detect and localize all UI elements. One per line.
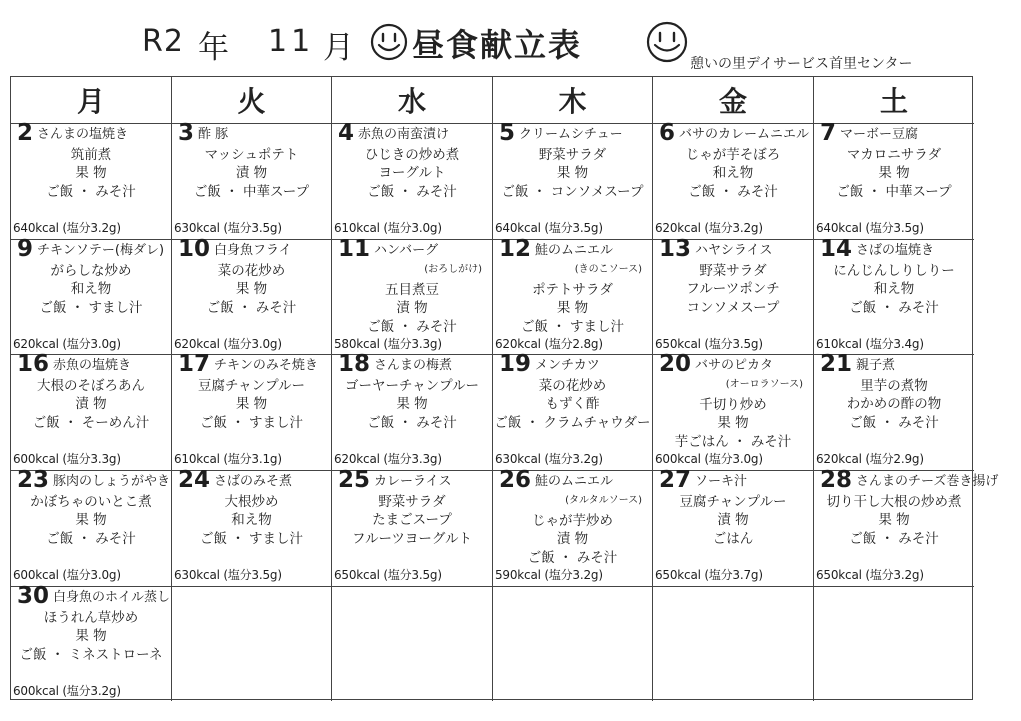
dish-line: わかめの酢の物 bbox=[846, 396, 942, 412]
day-cell bbox=[814, 467, 999, 587]
kcal-salt: 630kcal (塩分3.2g) bbox=[495, 452, 603, 466]
day-first-line bbox=[332, 351, 492, 377]
kcal-salt: 600kcal (塩分3.0g) bbox=[13, 568, 121, 582]
kcal-salt: 600kcal (塩分3.2g) bbox=[13, 684, 121, 698]
day-number: 16 bbox=[17, 351, 50, 377]
kcal-salt: 620kcal (塩分2.9g) bbox=[816, 452, 924, 466]
dish-line: 和え物 bbox=[873, 281, 915, 297]
dish-line: 和え物 bbox=[70, 281, 112, 297]
day-cell bbox=[493, 467, 653, 587]
dish-line: 果 物 bbox=[556, 165, 589, 181]
day-cell bbox=[814, 587, 974, 701]
dish-line: フルーツヨーグルト bbox=[351, 531, 472, 547]
main-dish: クリームシチュー bbox=[519, 127, 623, 142]
dish-line: ご飯 ・ すまし汁 bbox=[199, 531, 304, 547]
smiley-face-icon bbox=[369, 22, 409, 62]
day-cell bbox=[814, 351, 974, 471]
dish-line: 大根炒め bbox=[224, 494, 279, 510]
kcal-salt: 640kcal (塩分3.5g) bbox=[495, 221, 603, 235]
weekday-header: 土 bbox=[814, 77, 974, 124]
dish-line: 漬 物 bbox=[396, 300, 428, 316]
day-number: 26 bbox=[499, 467, 532, 493]
day-cell bbox=[332, 120, 493, 240]
dish-line: 和え物 bbox=[231, 512, 272, 528]
era-year: R2 bbox=[142, 24, 184, 59]
day-first-line bbox=[172, 351, 331, 377]
dish-line: ご飯 ・ みそ汁 bbox=[527, 550, 618, 566]
dish-note: (おろしがけ) bbox=[424, 264, 482, 275]
dish-line: ご飯 ・ みそ汁 bbox=[849, 531, 939, 547]
main-dish: チキンソテー(梅ダレ) bbox=[37, 243, 165, 258]
day-number: 14 bbox=[820, 236, 853, 262]
day-first-line bbox=[11, 467, 171, 493]
dish-line: フルーツポンチ bbox=[686, 281, 780, 297]
dish-line: 菜の花炒め bbox=[538, 378, 607, 394]
day-number: 11 bbox=[338, 236, 371, 262]
dish-line: ご飯 ・ みそ汁 bbox=[46, 184, 136, 200]
main-dish: マーボー豆腐 bbox=[840, 127, 919, 142]
main-dish: ソーキ汁 bbox=[695, 474, 748, 489]
day-first-line bbox=[11, 236, 171, 262]
kcal-salt: 650kcal (塩分3.5g) bbox=[334, 568, 442, 582]
kcal-salt: 630kcal (塩分3.5g) bbox=[174, 221, 282, 235]
dish-line: マッシュポテト bbox=[204, 147, 299, 163]
main-dish: さばの塩焼き bbox=[856, 243, 935, 258]
month-label: 月 bbox=[323, 30, 355, 66]
dish-line: ご飯 ・ みそ汁 bbox=[367, 415, 457, 431]
main-dish: 鮭のムニエル bbox=[535, 474, 614, 489]
dish-line: ご飯 ・ 中華スープ bbox=[193, 184, 310, 200]
day-cell bbox=[814, 120, 974, 240]
day-number: 9 bbox=[17, 236, 34, 262]
weekday-header: 木 bbox=[493, 77, 653, 124]
dish-line: 漬 物 bbox=[717, 512, 749, 528]
day-first-line bbox=[172, 120, 331, 146]
day-first-line bbox=[493, 120, 652, 146]
day-cell bbox=[11, 467, 172, 587]
menu-header bbox=[0, 0, 1021, 76]
kcal-salt: 620kcal (塩分3.0g) bbox=[174, 337, 282, 351]
dish-line: ご飯 ・ みそ汁 bbox=[367, 184, 457, 200]
dish-line: ご飯 ・ みそ汁 bbox=[688, 184, 778, 200]
kcal-salt: 610kcal (塩分3.0g) bbox=[334, 221, 442, 235]
day-cell bbox=[653, 120, 814, 240]
day-number: 30 bbox=[17, 583, 50, 609]
day-cell bbox=[172, 236, 332, 355]
kcal-salt: 640kcal (塩分3.5g) bbox=[816, 221, 924, 235]
dish-line: ゴーヤーチャンプルー bbox=[344, 378, 480, 394]
day-cell bbox=[11, 351, 172, 471]
dish-line: 果 物 bbox=[717, 415, 749, 431]
dish-line: ごはん bbox=[712, 531, 754, 547]
kcal-salt: 590kcal (塩分3.2g) bbox=[495, 568, 603, 582]
day-first-line bbox=[332, 236, 492, 262]
dish-line: ご飯 ・ クラムチャウダー bbox=[494, 415, 651, 431]
main-dish: バサのピカタ bbox=[695, 358, 774, 373]
main-dish: 白身魚フライ bbox=[214, 243, 292, 258]
day-number: 27 bbox=[659, 467, 692, 493]
dish-line: ご飯 ・ そーめん汁 bbox=[32, 415, 150, 431]
day-number: 3 bbox=[178, 120, 195, 146]
dish-line: 果 物 bbox=[75, 628, 107, 644]
day-first-line bbox=[653, 351, 813, 377]
day-number: 13 bbox=[659, 236, 692, 262]
day-cell bbox=[653, 236, 814, 355]
dish-line: 和え物 bbox=[712, 165, 754, 181]
main-dish: さばのみそ煮 bbox=[214, 474, 293, 489]
day-cell bbox=[332, 236, 493, 355]
dish-line: ご飯 ・ コンソメスープ bbox=[501, 184, 644, 200]
dish-line: ヨーグルト bbox=[378, 165, 446, 181]
day-cell bbox=[332, 587, 493, 701]
dish-line: ご飯 ・ みそ汁 bbox=[46, 531, 136, 547]
kcal-salt: 580kcal (塩分3.3g) bbox=[334, 337, 442, 351]
day-first-line bbox=[814, 236, 974, 262]
dish-line: ご飯 ・ すまし汁 bbox=[520, 319, 625, 335]
weekday-header: 火 bbox=[172, 77, 332, 124]
main-dish: 酢 豚 bbox=[198, 127, 229, 142]
day-first-line bbox=[814, 467, 999, 493]
kcal-salt: 620kcal (塩分2.8g) bbox=[495, 337, 603, 351]
dish-line: 果 物 bbox=[878, 512, 910, 528]
dish-line: 大根のそぼろあん bbox=[37, 378, 145, 394]
day-cell bbox=[11, 120, 172, 240]
dish-line: 漬 物 bbox=[556, 531, 589, 547]
dish-line: 筑前煮 bbox=[70, 147, 112, 163]
day-first-line bbox=[493, 236, 652, 262]
day-first-line bbox=[493, 467, 652, 493]
weekday-header: 金 bbox=[653, 77, 814, 124]
kcal-salt: 650kcal (塩分3.7g) bbox=[655, 568, 763, 582]
day-number: 28 bbox=[820, 467, 853, 493]
dish-line: ご飯 ・ みそ汁 bbox=[367, 319, 457, 335]
day-cell bbox=[493, 351, 653, 471]
main-dish: 親子煮 bbox=[856, 358, 896, 373]
dish-line: コンソメスープ bbox=[686, 300, 780, 316]
day-first-line bbox=[332, 467, 492, 493]
day-cell bbox=[493, 587, 653, 701]
main-dish: カレーライス bbox=[374, 474, 452, 489]
day-number: 12 bbox=[499, 236, 532, 262]
day-cell bbox=[172, 351, 332, 471]
kcal-salt: 650kcal (塩分3.5g) bbox=[655, 337, 763, 351]
main-dish: バサのカレームニエル bbox=[679, 127, 810, 142]
dish-line: 果 物 bbox=[75, 512, 107, 528]
lunch-menu-calendar bbox=[10, 76, 999, 700]
day-first-line bbox=[11, 351, 171, 377]
day-cell bbox=[814, 236, 974, 355]
kcal-salt: 620kcal (塩分3.2g) bbox=[655, 221, 763, 235]
dish-line: たまごスープ bbox=[372, 512, 452, 528]
kcal-salt: 630kcal (塩分3.5g) bbox=[174, 568, 282, 582]
kcal-salt: 610kcal (塩分3.1g) bbox=[174, 452, 282, 466]
day-cell bbox=[11, 236, 172, 355]
smiley-face-icon bbox=[644, 20, 690, 64]
main-dish: さんまの塩焼き bbox=[37, 127, 129, 142]
dish-note: (きのこソース) bbox=[574, 264, 642, 275]
dish-line: にんじんしりしりー bbox=[833, 263, 955, 279]
dish-line: ポテトサラダ bbox=[532, 282, 613, 298]
dish-line: 漬 物 bbox=[75, 396, 107, 412]
day-first-line bbox=[653, 236, 813, 262]
dish-line: ご飯 ・ みそ汁 bbox=[206, 300, 297, 316]
day-number: 4 bbox=[338, 120, 355, 146]
dish-line: ご飯 ・ みそ汁 bbox=[849, 300, 939, 316]
day-number: 24 bbox=[178, 467, 211, 493]
dish-line: 野菜サラダ bbox=[538, 147, 607, 163]
kcal-salt: 600kcal (塩分3.0g) bbox=[655, 452, 763, 466]
day-first-line bbox=[814, 351, 974, 377]
dish-note: (オーロラソース) bbox=[725, 379, 803, 390]
main-dish: 赤魚の南蛮漬け bbox=[358, 127, 450, 142]
dish-line: 千切り炒め bbox=[699, 397, 767, 413]
dish-line: ご飯 ・ ミネストローネ bbox=[19, 647, 163, 663]
kcal-salt: 620kcal (塩分3.3g) bbox=[334, 452, 442, 466]
dish-line: 果 物 bbox=[556, 300, 589, 316]
dish-line: 果 物 bbox=[235, 396, 268, 412]
dish-line: 果 物 bbox=[235, 281, 268, 297]
dish-line: 菜の花炒め bbox=[217, 263, 286, 279]
day-first-line bbox=[11, 583, 171, 609]
main-dish: 白身魚のホイル蒸し bbox=[53, 590, 171, 605]
day-number: 17 bbox=[178, 351, 211, 377]
center-name: 憩いの里デイサービス首里センター bbox=[690, 56, 913, 72]
kcal-salt: 600kcal (塩分3.3g) bbox=[13, 452, 121, 466]
day-number: 19 bbox=[499, 351, 532, 377]
day-cell bbox=[172, 587, 332, 701]
day-cell bbox=[11, 583, 172, 701]
kcal-salt: 610kcal (塩分3.4g) bbox=[816, 337, 924, 351]
dish-line: マカロニサラダ bbox=[846, 147, 942, 163]
dish-line: ご飯 ・ すまし汁 bbox=[39, 300, 143, 316]
dish-line: かぼちゃのいとこ煮 bbox=[30, 494, 152, 510]
day-number: 23 bbox=[17, 467, 50, 493]
day-number: 10 bbox=[178, 236, 211, 262]
day-cell bbox=[332, 467, 493, 587]
main-dish: さんまの梅煮 bbox=[374, 358, 453, 373]
main-dish: さんまのチーズ巻き揚げ bbox=[856, 474, 999, 489]
main-dish: 豚肉のしょうがやき bbox=[53, 474, 171, 489]
dish-line: じゃが芋炒め bbox=[532, 513, 613, 529]
day-first-line bbox=[11, 120, 171, 146]
day-cell bbox=[493, 236, 653, 355]
dish-line: がらしな炒め bbox=[50, 263, 132, 279]
day-cell bbox=[493, 120, 653, 240]
dish-line: 果 物 bbox=[396, 396, 428, 412]
dish-note: (タルタルソース) bbox=[565, 495, 642, 506]
dish-line: 豆腐チャンプルー bbox=[197, 378, 306, 394]
dish-line: 五目煮豆 bbox=[385, 282, 439, 298]
day-number: 20 bbox=[659, 351, 692, 377]
day-cell bbox=[653, 351, 814, 471]
dish-line: ご飯 ・ 中華スープ bbox=[836, 184, 952, 200]
dish-line: 果 物 bbox=[75, 165, 107, 181]
day-first-line bbox=[332, 120, 492, 146]
day-cell bbox=[653, 587, 814, 701]
main-dish: ハンバーグ bbox=[374, 243, 439, 258]
dish-line: 芋ごはん ・ みそ汁 bbox=[674, 434, 792, 450]
dish-line: 果 物 bbox=[878, 165, 910, 181]
dish-line: ご飯 ・ みそ汁 bbox=[849, 415, 939, 431]
dish-line: ひじきの炒め煮 bbox=[364, 147, 460, 163]
day-number: 6 bbox=[659, 120, 676, 146]
dish-line: 野菜サラダ bbox=[699, 263, 767, 279]
dish-line: ほうれん草炒め bbox=[43, 610, 139, 626]
kcal-salt: 650kcal (塩分3.2g) bbox=[816, 568, 924, 582]
dish-line: 漬 物 bbox=[235, 165, 268, 181]
day-number: 21 bbox=[820, 351, 853, 377]
dish-line: 切り干し大根の炒め煮 bbox=[826, 494, 962, 510]
main-dish: ハヤシライス bbox=[695, 243, 773, 258]
day-first-line bbox=[653, 120, 813, 146]
menu-title: 昼食献立表 bbox=[412, 26, 583, 64]
day-first-line bbox=[172, 236, 331, 262]
year-label: 年 bbox=[198, 30, 230, 66]
main-dish: 赤魚の塩焼き bbox=[53, 358, 132, 373]
day-first-line bbox=[653, 467, 813, 493]
dish-line: 豆腐チャンプルー bbox=[679, 494, 787, 510]
main-dish: メンチカツ bbox=[535, 358, 600, 373]
main-dish: 鮭のムニエル bbox=[535, 243, 614, 258]
weekday-header: 月 bbox=[11, 77, 172, 124]
day-number: 18 bbox=[338, 351, 371, 377]
day-number: 25 bbox=[338, 467, 371, 493]
day-first-line bbox=[814, 120, 974, 146]
day-first-line bbox=[493, 351, 652, 377]
weekday-header: 水 bbox=[332, 77, 493, 124]
month-number: 11 bbox=[268, 24, 315, 59]
main-dish: チキンのみそ焼き bbox=[214, 358, 318, 373]
day-cell bbox=[332, 351, 493, 471]
day-cell bbox=[172, 120, 332, 240]
day-number: 2 bbox=[17, 120, 34, 146]
day-cell bbox=[172, 467, 332, 587]
dish-line: じゃが芋そぼろ bbox=[685, 147, 781, 163]
kcal-salt: 620kcal (塩分3.0g) bbox=[13, 337, 121, 351]
day-number: 5 bbox=[499, 120, 516, 146]
day-cell bbox=[653, 467, 814, 587]
dish-line: もずく酢 bbox=[545, 396, 600, 412]
dish-line: 里芋の煮物 bbox=[860, 378, 928, 394]
kcal-salt: 640kcal (塩分3.2g) bbox=[13, 221, 121, 235]
day-first-line bbox=[172, 467, 331, 493]
day-number: 7 bbox=[820, 120, 837, 146]
dish-line: ご飯 ・ すまし汁 bbox=[199, 415, 304, 431]
dish-line: 野菜サラダ bbox=[378, 494, 446, 510]
